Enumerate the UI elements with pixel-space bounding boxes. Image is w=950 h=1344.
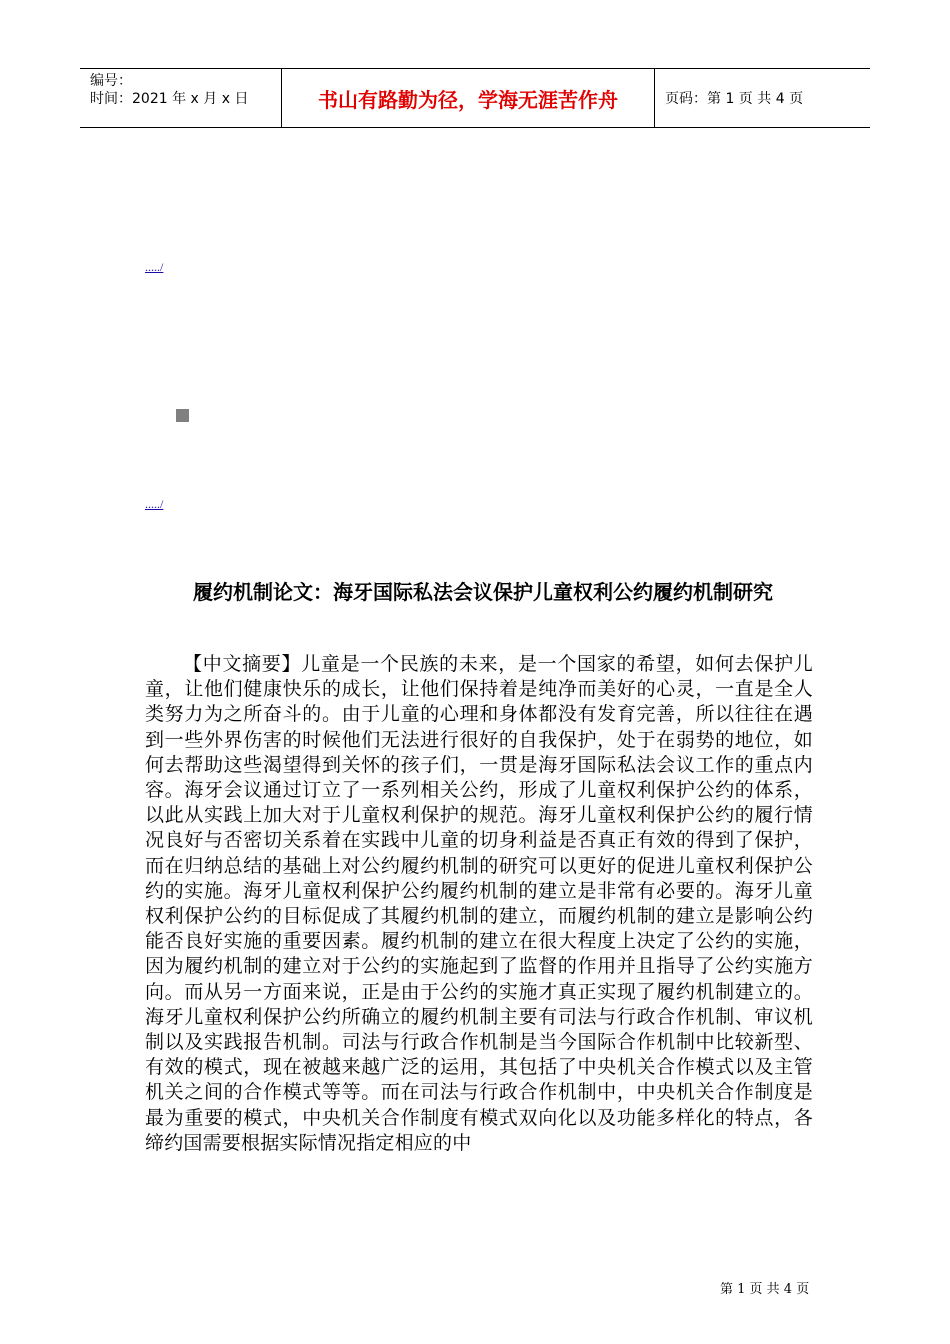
page-info-text: 页码：第 1 页 共 4 页: [665, 91, 804, 107]
motto-cell: [282, 69, 655, 127]
gray-square-icon: [176, 409, 189, 422]
footer-page-number: 第 1 页 共 4 页: [720, 1282, 810, 1297]
number-label: 编号：: [90, 73, 132, 89]
abstract-paragraph: 【中文摘要】儿童是一个民族的未来，是一个国家的希望，如何去保护儿童，让他们健康快乐的成长，让他们保持着是纯净而美好的心灵，一直是全人类努力为之所奋斗的。由于儿童的心理和身体都没有发育完善，所以往往在遇到一些外界伤害的时候他们无法进行很好的自我保护，处于在弱势的地位，如何去帮助这些渴望得到关怀的孩子们，一贯是海牙国际私法会议工作的重点内容。海牙会议通过订立了一系列相关公约，形成了儿童权利保护公约的体系，以此从实践上加大对于儿童权利保护的规范。海牙儿童权利保护公约的履行情况良好与否密切关系着在实践中儿童的切身利益是否真正有效的得到了保护，而在归纳总结的基础上对公约履约机制的研究可以更好的促进儿童权利保护公约的实施。海牙儿童权利保护公约履约机制的建立是非常有必要的。海牙儿童权利保护公约的目标促成了其履约机制的建立，而履约机制的建立是影响公约能否良好实施的重要因素。履约机制的建立在很大程度上决定了公约的实施，因为履约机制的建立对于公约的实施起到了监督的作用并且指导了公约实施方向。而从另一方面来说，正是由于公约的实施才真正实现了履约机制建立的。海牙儿童权利保护公约所确立的履约机制主要有司法与行政合作机制、审议机制以及实践报告机制。司法与行政合作机制是当今国际合作机制中比较新型、有效的模式，现在被越来越广泛的运用，其包括了中央机关合作模式以及主管机关之间的合作模式等等。而在司法与行政合作机制中，中央机关合作制度是最为重要的模式，中央机关合作制度有模式双向化以及功能多样化的特点，各缔约国需要根据实际情况指定相应的中: [145, 653, 813, 1154]
header-table: [80, 68, 870, 128]
link-1[interactable]: ...../: [145, 260, 164, 274]
link-2[interactable]: ...../: [145, 497, 164, 511]
time-label: 时间：2021 年 x 月 x 日: [90, 91, 249, 107]
page-info-cell: [655, 69, 870, 127]
motto-text: 书山有路勤为径，学海无涯苦作舟: [318, 87, 618, 112]
document-title: 履约机制论文：海牙国际私法会议保护儿童权利公约履约机制研究: [193, 580, 773, 604]
header-meta-cell: [80, 69, 282, 127]
